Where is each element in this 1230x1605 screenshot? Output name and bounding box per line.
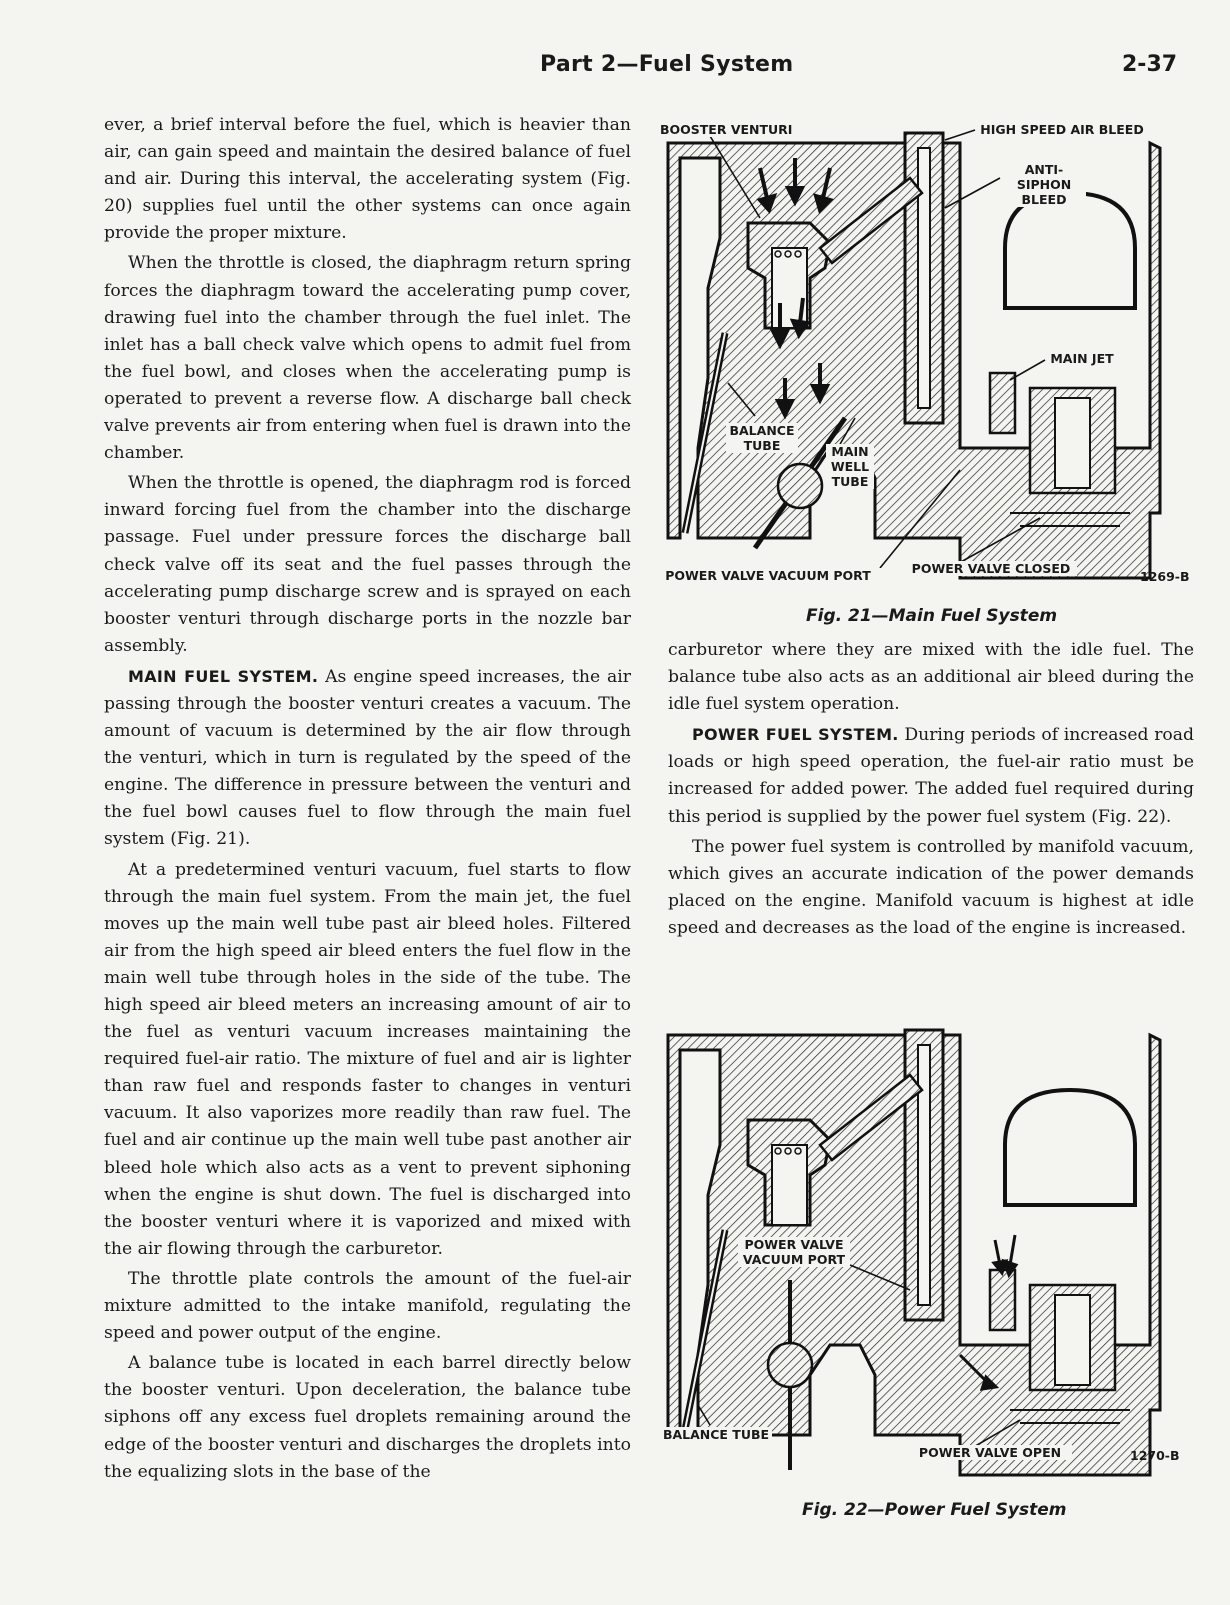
paragraph-body: As engine speed increases, the air passing through the booster venturi creates a vacuum. The amount of vacuum is determined by the air flow through the venturi, which in turn is regulated by the speed of the engine. The difference in pressure between the venturi and the fuel bowl causes fuel to flow through the main fuel system (Fig. 21). (104, 666, 631, 850)
label-power-valve-closed: POWER VALVE CLOSED (905, 561, 1077, 576)
figure-code: 1270-B (1130, 1448, 1180, 1463)
running-header-title: Part 2—Fuel System (540, 52, 794, 77)
label-main-jet: MAIN JET (1048, 351, 1116, 366)
right-text-column (668, 637, 1194, 945)
label-power-valve-vacuum-port: POWER VALVE VACUUM PORT (738, 1237, 850, 1267)
paragraph (104, 663, 631, 854)
label-main-well-tube: MAIN WELL TUBE (826, 444, 874, 489)
main-jet (990, 373, 1015, 433)
label-balance-tube: BALANCE TUBE (726, 423, 798, 453)
paragraph: carburetor where they are mixed with the idle fuel. The balance tube also acts as an additional air bleed during the idle fuel system operation. (668, 640, 1194, 715)
paragraph: When the throttle is closed, the diaphragm return spring forces the diaphragm toward the accelerating pump cover, drawing fuel into the chamber through the fuel inlet. The inlet has a ball check valve which opens to admit fuel from the fuel bowl, and closes when the accelerating pump is operated to prevent a reverse flow. A discharge ball check valve prevents air from entering when fuel is drawn into the chamber. (104, 253, 631, 464)
figure-21-main-fuel-system (660, 118, 1190, 593)
figure-22-power-fuel-system (660, 1025, 1190, 1500)
throttle-plate (778, 464, 822, 508)
page-number: 2-37 (1122, 52, 1178, 77)
main-jet (990, 1270, 1015, 1330)
float (1005, 1090, 1135, 1205)
section-heading-main-fuel-system: MAIN FUEL SYSTEM. (128, 666, 319, 686)
paragraph: At a predetermined venturi vacuum, fuel starts to flow through the main fuel system. From the main jet, the fuel moves up the main well tube past air bleed holes. Filtered air from the high speed air bleed enters the fuel flow in the main well tube through holes in the side of the tube. The high speed air bleed meters an increasing amount of air to the fuel as venturi vacuum increases maintaining the required fuel-air ratio. The mixture of fuel and air is lighter than raw fuel and responds faster to changes in venturi vacuum. It also vaporizes more readily than raw fuel. The fuel and air continue up the main well tube past another air bleed hole which also acts as a vent to prevent siphoning when the engine is shut down. The fuel is discharged into the booster venturi where it is vaporized and mixed with the air flowing through the carburetor. (104, 859, 631, 1259)
section-heading-power-fuel-system: POWER FUEL SYSTEM. (692, 725, 899, 745)
throttle-plate (768, 1343, 812, 1387)
left-text-column (104, 112, 631, 1489)
paragraph: When the throttle is opened, the diaphragm rod is forced inward forcing fuel from the chamber into the discharge passage. Fuel under pressure forces the discharge ball check valve off its seat and the fuel passes through the accelerating pump discharge screw and is sprayed on each booster venturi through discharge ports in the nozzle bar assembly. (104, 473, 631, 656)
label-anti-siphon-bleed: ANTI-SIPHON BLEED (1002, 162, 1086, 207)
paragraph: A balance tube is located in each barrel directly below the booster venturi. Upon deceleration, the balance tube siphons off any excess fuel droplets remaining around the edge of the booster venturi and discharges the droplets into the equalizing slots in the base of the (104, 1353, 631, 1482)
figure-21-caption: Fig. 21—Main Fuel System (806, 606, 1058, 626)
paragraph: The power fuel system is controlled by manifold vacuum, which gives an accurate indication of the power demands placed on the engine. Manifold vacuum is highest at idle speed and decreases as the load of the engine is increased. (668, 836, 1194, 938)
label-booster-venturi: BOOSTER VENTURI (660, 122, 793, 137)
paragraph-body: During periods of increased road loads or high speed operation, the fuel-air ratio must be increased for added power. The added fuel required during this period is supplied by the power fuel system (Fig. 22). (668, 725, 1195, 827)
paragraph: The throttle plate controls the amount of the fuel-air mixture admitted to the intake manifold, regulating the speed and power output of the engine. (104, 1268, 631, 1344)
label-power-valve-vacuum-port: POWER VALVE VACUUM PORT (654, 568, 882, 583)
paragraph: ever, a brief interval before the fuel, which is heavier than air, can gain speed and maintain the desired balance of fuel and air. During this interval, the accelerating system (Fig. 20) supplies fuel until the other systems can once again provide the proper mixture. (104, 115, 631, 244)
figure-22-caption: Fig. 22—Power Fuel System (802, 1500, 1067, 1520)
label-power-valve-open: POWER VALVE OPEN (908, 1445, 1072, 1460)
label-balance-tube: BALANCE TUBE (660, 1427, 772, 1442)
paragraph (668, 721, 1194, 830)
label-high-speed-air-bleed: HIGH SPEED AIR BLEED (978, 122, 1146, 137)
float (1005, 193, 1135, 308)
figure-code: 1269-B (1140, 569, 1190, 584)
